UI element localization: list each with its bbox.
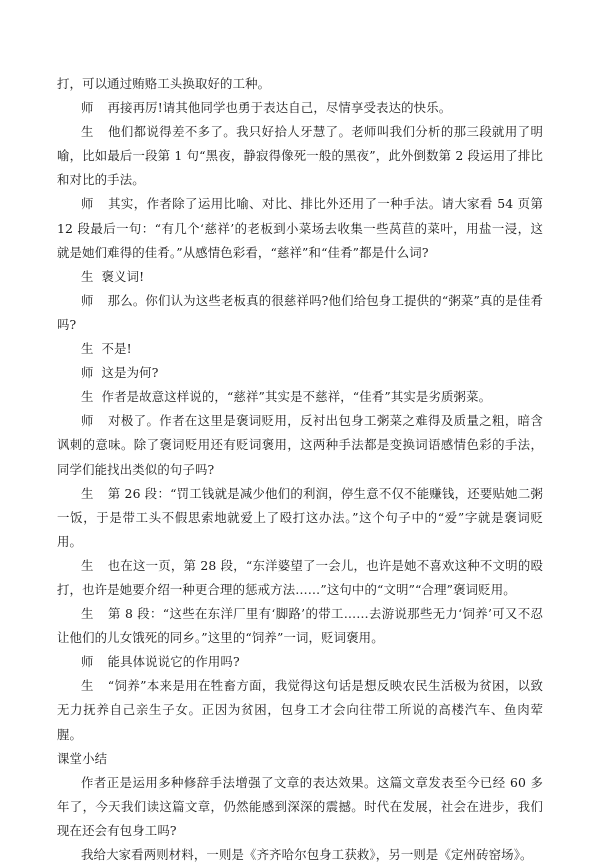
dialogue-paragraph [57, 674, 543, 746]
paragraph-text: 再接再厉!请其他同学也勇于表达自己，尽情享受表达的快乐。 [107, 100, 452, 116]
dialogue-paragraph [57, 265, 543, 289]
dialogue-paragraph [57, 192, 543, 264]
section-heading: 课堂小结 [57, 750, 108, 766]
dialogue-paragraph [57, 96, 543, 120]
dialogue-paragraph [57, 554, 543, 602]
paragraph-text: 不是! [101, 341, 132, 357]
paragraph-text: 第 26 段：“罚工钱就是减少他们的利润，停生意不仅不能赚钱，还要贴她二粥一饭，于是带工头不假思索地就爱上了殴打这办法。”这个句子中的“爱”字就是褒词贬用。 [57, 485, 543, 549]
dialogue-paragraph [57, 337, 543, 361]
speaker-label: 生 [81, 341, 94, 357]
speaker-label: 师 [81, 654, 94, 670]
speaker-label: 师 [81, 413, 94, 429]
dialogue-paragraph [57, 602, 543, 650]
paragraph [57, 72, 543, 96]
speaker-label: 师 [81, 196, 94, 212]
document-body [57, 72, 543, 867]
paragraph-text: 对极了。作者在这里是褒词贬用，反衬出包身工粥菜之难得及质量之粗，暗含讽刺的意味。除了褒词贬用还有贬词褒用，这两种手法都是变换词语感情色彩的手法，同学们能找出类似的句子吗? [57, 413, 543, 477]
paragraph-text: 这是为何? [101, 365, 159, 381]
speaker-label: 生 [81, 485, 94, 501]
paragraph-text: 褒义词! [101, 268, 145, 284]
paragraph-text: 作者是故意这样说的，“慈祥”其实是不慈祥，“佳肴”其实是劣质粥菜。 [101, 389, 492, 405]
paragraph-text: 第 8 段：“这些在东洋厂里有‘脚路’的带工……去游说那些无力‘饲养’可又不忍让他们的儿女饿死的同乡。”这里的“饲养”一词，贬词褒用。 [57, 606, 543, 646]
paragraph-text: 那么。你们认为这些老板真的很慈祥吗?他们给包身工提供的“粥菜”真的是佳肴吗? [57, 292, 543, 332]
dialogue-paragraph [57, 385, 543, 409]
speaker-label: 师 [81, 100, 94, 116]
speaker-label: 生 [81, 557, 94, 573]
dialogue-paragraph [57, 361, 543, 385]
summary-paragraph: 我给大家看两则材料，一则是《齐齐哈尔包身工获救》，另一则是《定州砖窑场》。 [81, 847, 533, 862]
speaker-label: 生 [81, 606, 94, 622]
dialogue-paragraph [57, 650, 543, 674]
speaker-label: 师 [81, 292, 94, 308]
speaker-label: 师 [81, 365, 94, 381]
paragraph-text: “饲养”本来是用在牲畜方面，我觉得这句话是想反映农民生活极为贫困，以致无力抚养自己亲生子女。正因为贫困，包身工才会向往带工所说的高楼汽车、鱼肉荤腥。 [57, 678, 543, 742]
speaker-label: 生 [81, 268, 94, 284]
paragraph-text: 能具体说说它的作用吗? [107, 654, 240, 670]
speaker-label: 生 [81, 124, 94, 140]
paragraph-text: 打，可以通过贿赂工头换取好的工种。 [57, 76, 271, 91]
dialogue-paragraph [57, 482, 543, 554]
dialogue-paragraph [57, 120, 543, 192]
dialogue-paragraph [57, 409, 543, 481]
dialogue-paragraph [57, 289, 543, 337]
paragraph-text: 其实，作者除了运用比喻、对比、排比外还用了一种手法。请大家看 54 页第 12 段最后一句：“有几个‘慈祥’的老板到小菜场去收集一些莴苣的菜叶，用盐一浸，这就是她们难得的佳肴。”从感情色彩看，“慈祥”和“佳肴”都是什么词? [57, 196, 543, 260]
speaker-label: 生 [81, 678, 94, 694]
paragraph-text: 也在这一页，第 28 段，“东洋婆望了一会儿，也许是她不喜欢这种不文明的殴打，也许是她要介绍一种更合理的惩戒方法……”这句中的“文明”“合理”褒词贬用。 [57, 557, 543, 597]
paragraph-text: 他们都说得差不多了。我只好拾人牙慧了。老师叫我们分析的那三段就用了明喻，比如最后一段第 1 句“黑夜，静寂得像死一般的黑夜”，此外倒数第 2 段运用了排比和对比的手法。 [57, 124, 543, 188]
speaker-label: 生 [81, 389, 94, 405]
summary-paragraph: 作者正是运用多种修辞手法增强了文章的表达效果。这篇文章发表至今已经 60 多年了，今天我们读这篇文章，仍然能感到深深的震撼。时代在发展，社会在进步，我们现在还会有包身工吗? [57, 774, 543, 838]
